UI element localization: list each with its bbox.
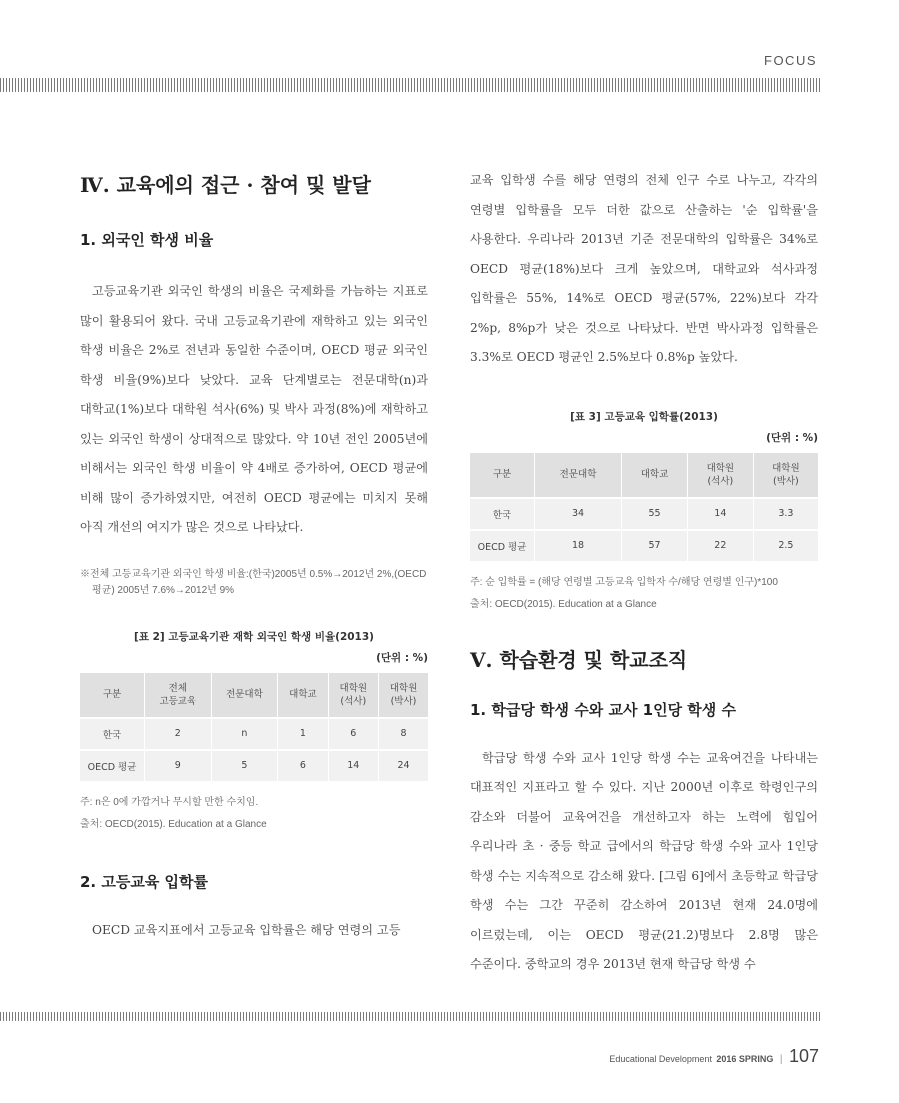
table-cell: 9 bbox=[145, 750, 212, 781]
table-cell: 6 bbox=[328, 718, 378, 750]
section-5-title: Ⅴ. 학습환경 및 학교조직 bbox=[470, 647, 688, 672]
table-cell: OECD 평균 bbox=[470, 530, 535, 561]
table-cell: 14 bbox=[328, 750, 378, 781]
table-cell: 14 bbox=[687, 498, 753, 530]
table-cell: 5 bbox=[211, 750, 278, 781]
table-3-source: 출처: OECD(2015). Education at a Glance bbox=[470, 598, 657, 610]
table-2-caption: [표 2] 고등교육기관 재학 외국인 학생 비율(2013) bbox=[134, 630, 374, 643]
table-header-cell: 전문대학 bbox=[535, 453, 622, 498]
table-header-cell: 대학원 (박사) bbox=[753, 453, 818, 498]
table-cell: n bbox=[211, 718, 278, 750]
table-cell: 6 bbox=[278, 750, 328, 781]
table-2 bbox=[80, 673, 428, 781]
table-header-cell: 대학원 (박사) bbox=[378, 673, 428, 718]
section-label: FOCUS bbox=[764, 53, 817, 68]
table-header-cell: 구분 bbox=[80, 673, 145, 718]
table-cell: 8 bbox=[378, 718, 428, 750]
table-header-cell: 대학교 bbox=[278, 673, 328, 718]
paragraph-tertiary-entry: OECD 교육지표에서 고등교육 입학률은 해당 연령의 고등 bbox=[92, 922, 401, 937]
table-cell: 34 bbox=[535, 498, 622, 530]
page-footer bbox=[609, 1046, 819, 1067]
section-4-title: Ⅳ. 교육에의 접근 · 참여 및 발달 bbox=[80, 173, 371, 197]
table-cell: 2.5 bbox=[753, 530, 818, 561]
table-cell: 57 bbox=[622, 530, 688, 561]
table-2-source: 출처: OECD(2015). Education at a Glance bbox=[80, 818, 267, 830]
table-3-unit: (단위 : %) bbox=[766, 431, 818, 444]
sub-title-class-size: 1. 학급당 학생 수와 교사 1인당 학생 수 bbox=[470, 700, 736, 719]
header-stripe bbox=[0, 78, 820, 92]
table-header-cell: 전체 고등교육 bbox=[145, 673, 212, 718]
table-cell: 24 bbox=[378, 750, 428, 781]
table-2-unit: (단위 : %) bbox=[376, 651, 428, 664]
table-row bbox=[80, 718, 428, 750]
table-header-cell: 구분 bbox=[470, 453, 535, 498]
sub-title-tertiary-entry: 2. 고등교육 입학률 bbox=[80, 872, 209, 891]
table-3-caption: [표 3] 고등교육 입학률(2013) bbox=[570, 410, 718, 423]
table-header-cell: 대학원 (석사) bbox=[687, 453, 753, 498]
table-cell: OECD 평균 bbox=[80, 750, 145, 781]
footer-stripe bbox=[0, 1012, 820, 1021]
table-cell: 18 bbox=[535, 530, 622, 561]
table-3 bbox=[470, 453, 818, 561]
footer-separator: | bbox=[779, 1054, 783, 1065]
publication-name: Educational Development bbox=[609, 1054, 712, 1064]
table-cell: 한국 bbox=[470, 498, 535, 530]
table-cell: 1 bbox=[278, 718, 328, 750]
table-cell: 22 bbox=[687, 530, 753, 561]
table-header-cell: 전문대학 bbox=[211, 673, 278, 718]
paragraph-class-size: 학급당 학생 수와 교사 1인당 학생 수는 교육여건을 나타내는 대표적인 지표라고 할 수 있다. 지난 2000년 이후로 학령인구의 감소와 더불어 교육여건을 개선하고자 하는 노력에 힘입어 우리나라 초 · 중등 학교 급에서의 학급당 학생 수와 교사 1인당 학생 수는 지속적으로 감소해 왔다. [그림 6]에서 초등학교 학급당 학생 수는 그간 꾸준히 감소하여 2013년 현재 24.0명에 이르렀는데, 이는 OECD 평균(21.2)명보다 2.8명 많은 수준이다. 중학교의 경우 2013년 현재 학급당 학생 수 bbox=[470, 750, 818, 971]
table-2-note: 주: n은 0에 가깝거나 무시할 만한 수치임. bbox=[80, 796, 259, 808]
footnote: ※전체 고등교육기관 외국인 학생 비율:(한국)2005년 0.5%→2012년 2%,(OECD 평균) 2005년 7.6%→2012년 9% bbox=[80, 568, 427, 596]
right-column bbox=[470, 168, 818, 980]
table-3-note: 주: 순 입학률 = (해당 연령별 고등교육 입학자 수/해당 연령별 인구)*100 bbox=[470, 576, 778, 588]
paragraph-foreign-students: 고등교육기관 외국인 학생의 비율은 국제화를 가늠하는 지표로 많이 활용되어 왔다. 국내 고등교육기관에 재학하고 있는 외국인 학생 비율은 2%로 전년과 동일한 수준이며, OECD 평균 외국인 학생 비율(9%)보다 낮았다. 교육 단계별로는 전문대학(n)과 대학교(1%)보다 대학원 석사(6%) 및 박사 과정(8%)에 재학하고 있는 외국인 학생이 상대적으로 많았다. 약 10년 전인 2005년에 비해서는 외국인 학생 비율이 약 4배로 증가하여, OECD 평균에 비해 많이 증가하였지만, 여전히 OECD 평균에는 미치지 못해 아직 개선의 여지가 많은 것으로 나타났다. bbox=[80, 284, 428, 534]
table-cell: 2 bbox=[145, 718, 212, 750]
table-header-cell: 대학원 (석사) bbox=[328, 673, 378, 718]
left-column bbox=[80, 168, 428, 945]
paragraph-entry-rates: 교육 입학생 수를 해당 연령의 전체 인구 수로 나누고, 각각의 연령별 입학률을 모두 더한 값으로 산출하는 '순 입학률'을 사용한다. 우리나라 2013년 기준 전문대학의 입학률은 34%로 OECD 평균(18%)보다 크게 높았으며, 대학교와 석사과정 입학률은 55%, 14%로 OECD 평균(57%, 22%)보다 각각 2%p, 8%p가 낮은 것으로 나타났다. 반면 박사과정 입학률은 3.3%로 OECD 평균인 2.5%보다 0.8%p 높았다. bbox=[470, 173, 818, 364]
table-row bbox=[80, 750, 428, 781]
table-cell: 한국 bbox=[80, 718, 145, 750]
table-cell: 55 bbox=[622, 498, 688, 530]
table-header-cell: 대학교 bbox=[622, 453, 688, 498]
issue-label: 2016 SPRING bbox=[716, 1054, 774, 1064]
table-row bbox=[470, 498, 818, 530]
page-number: 107 bbox=[788, 1046, 819, 1066]
sub-title-foreign-students: 1. 외국인 학생 비율 bbox=[80, 231, 214, 249]
table-row bbox=[470, 530, 818, 561]
table-cell: 3.3 bbox=[753, 498, 818, 530]
